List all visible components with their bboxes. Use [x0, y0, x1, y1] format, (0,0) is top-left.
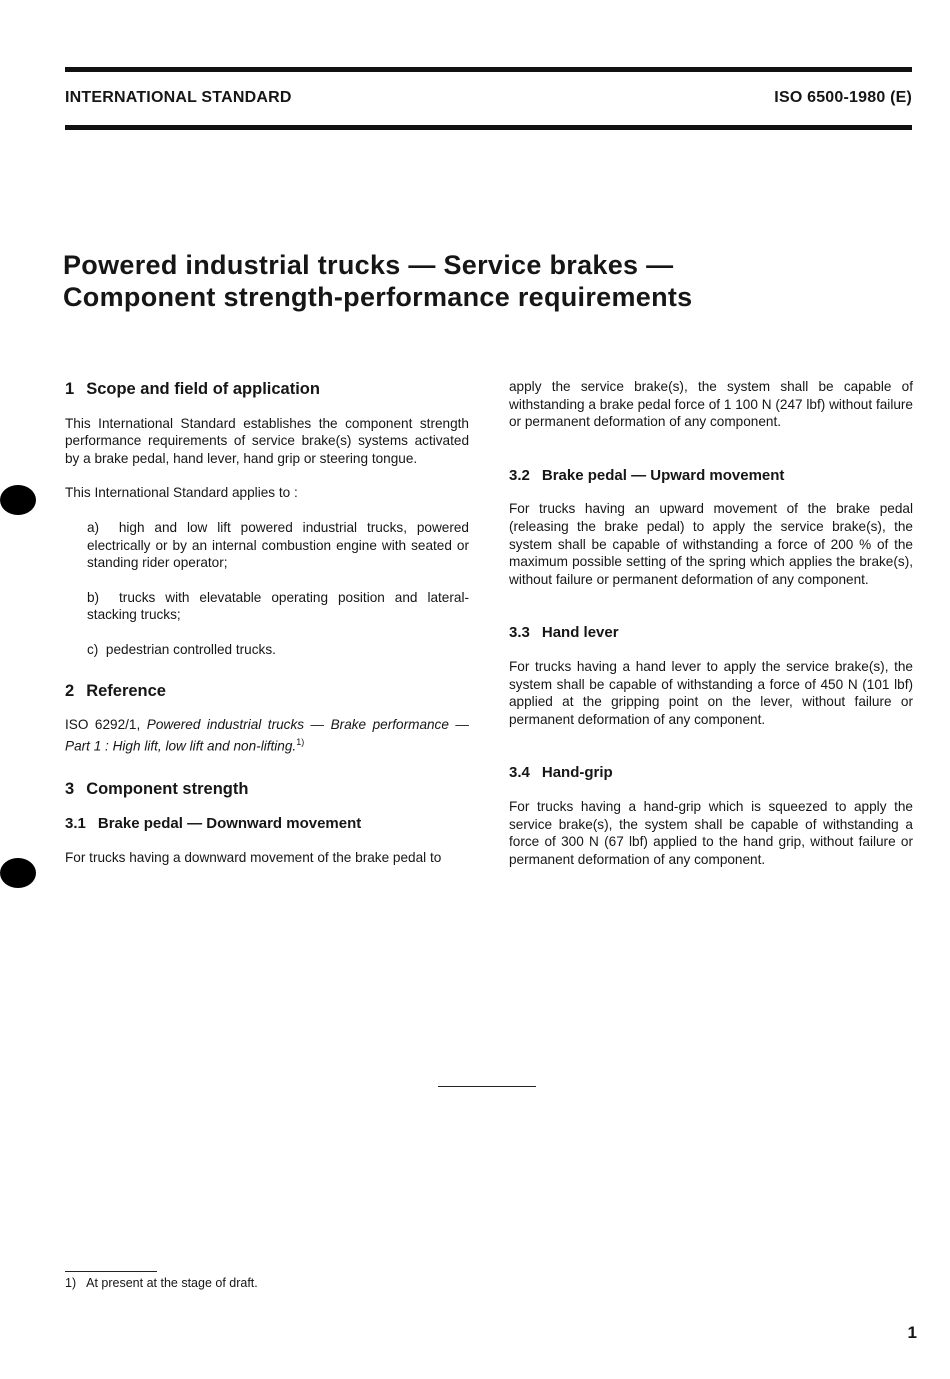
section-1-heading: 1 Scope and field of application [65, 380, 320, 398]
left-column [65, 378, 469, 867]
footnote-text: At present at the stage of draft. [86, 1276, 258, 1290]
section-3-1-heading: 3.1 Brake pedal — Downward movement [65, 815, 362, 833]
section-3-1-text: For trucks having a downward movement of the brake pedal to [65, 850, 442, 866]
section-1-applies-to: This International Standard applies to : [65, 485, 298, 501]
end-of-text-rule [438, 1086, 536, 1087]
section-1-paragraph: This International Standard establishes the component strength performance requirements of service brake(s) systems activated by a brake pedal, hand lever, hand grip or steering tongue. [65, 415, 469, 466]
document-title [63, 249, 923, 313]
footnote-rule [65, 1271, 157, 1272]
punch-hole-mark [0, 858, 36, 888]
header-bottom-rule [65, 125, 912, 130]
section-3-heading: 3 Component strength [65, 779, 249, 798]
footnote-marker: 1) [296, 736, 305, 747]
list-item: a) high and low lift powered industrial trucks, powered electrically or by an internal combustion engine with seated or standing rider operator; [87, 519, 469, 571]
right-column [509, 378, 913, 868]
section-3-2-heading: 3.2 Brake pedal — Upward movement [509, 466, 785, 484]
section-3-2-text: For trucks having an upward movement of the brake pedal (releasing the brake pedal) to apply the service brake(s), the system shall be capable of withstanding a force of 200 % of the maximum possible setting of the spring which applies the brake(s), without failure or permanent deformation of any component. [509, 501, 913, 587]
reference-entry: ISO 6292/1, Powered industrial trucks — Brake performance — Part 1 : High lift, low lift and non-lifting.$^{1)}$ [65, 717, 469, 754]
header-top-rule [65, 67, 912, 72]
header-document-id: ISO 6500-1980 (E) [774, 89, 912, 106]
header-standard-label: INTERNATIONAL STANDARD [65, 89, 292, 106]
section-3-4-heading: 3.4 Hand-grip [509, 764, 613, 782]
section-2-heading: 2 Reference [65, 681, 166, 700]
section-3-1-text-continued: apply the service brake(s), the system shall be capable of withstanding a brake pedal force of 1 100 N (247 lbf) without failure or permanent deformation of any component. [509, 379, 913, 430]
list-item: c) pedestrian controlled trucks. [87, 641, 276, 657]
page-number: 1 [907, 1323, 917, 1342]
title-line-1: Powered industrial trucks — Service brakes — [63, 250, 674, 280]
section-3-3-heading: 3.3 Hand lever [509, 624, 619, 642]
title-line-2: Component strength-performance requirements [63, 282, 693, 312]
punch-hole-mark [0, 485, 36, 515]
section-3-3-text: For trucks having a hand lever to apply the service brake(s), the system shall be capable of withstanding a force of 450 N (101 lbf) applied at the gripping point on the lever, without failure or permanent deformation of any component. [509, 658, 913, 727]
footnote-number: 1) [65, 1276, 77, 1290]
list-item: b) trucks with elevatable operating position and lateral-stacking trucks; [87, 589, 469, 623]
footnote [65, 1276, 258, 1290]
section-3-4-text: For trucks having a hand-grip which is squeezed to apply the service brake(s), the system shall be capable of withstanding a force of 300 N (67 lbf) applied to the hand grip, without failure or permanent deformation of any component. [509, 798, 913, 867]
